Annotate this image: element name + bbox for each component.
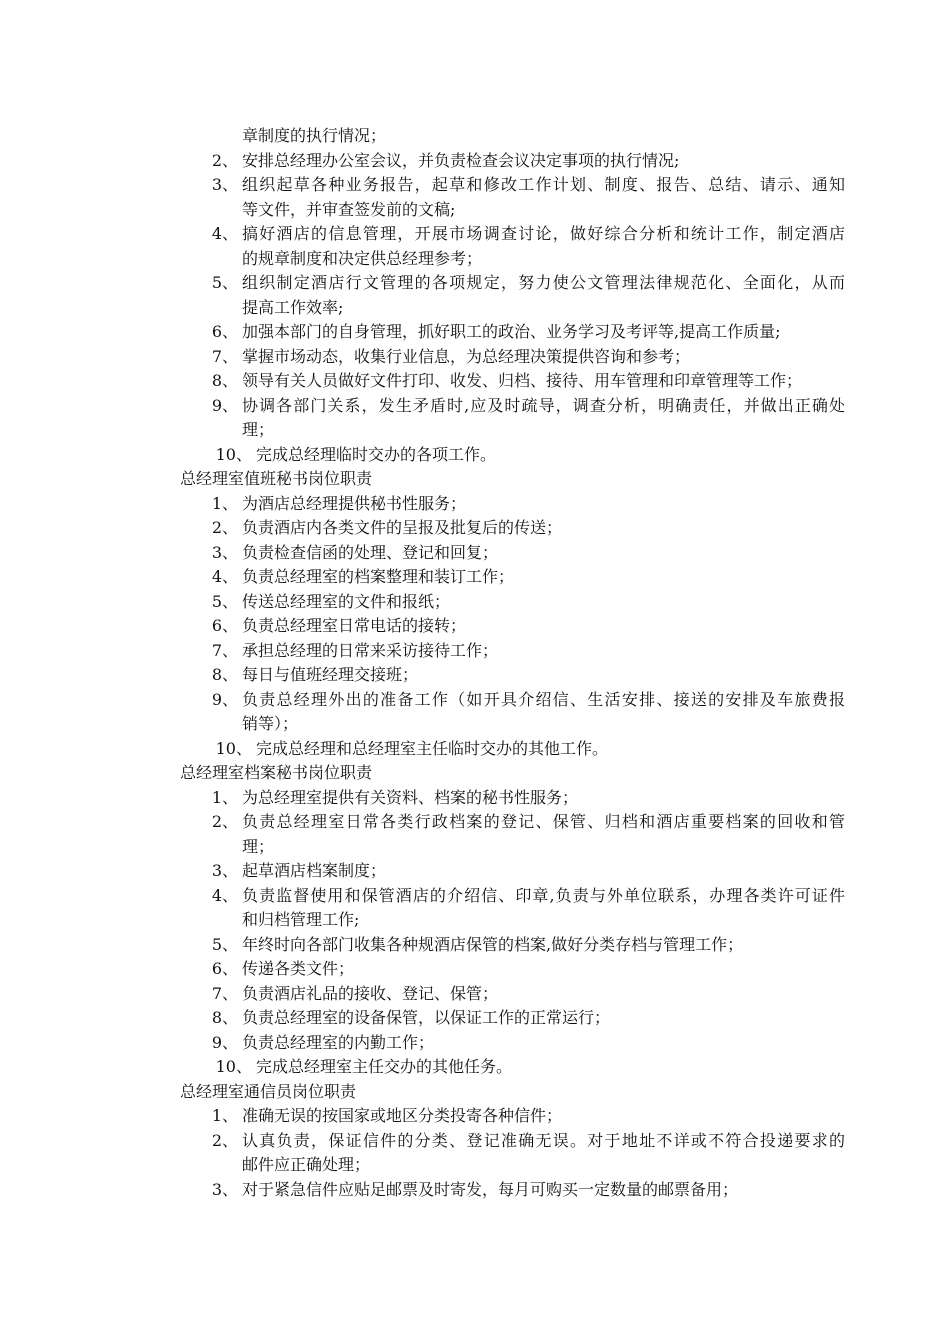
section-duty-secretary bbox=[180, 492, 845, 762]
item-text: 对于紧急信件应贴足邮票及时寄发，每月可购买一定数量的邮票备用； bbox=[242, 1179, 739, 1199]
list-item bbox=[180, 173, 845, 198]
list-item bbox=[180, 271, 845, 296]
list-item bbox=[180, 1104, 845, 1129]
list-item bbox=[180, 320, 845, 345]
list-item bbox=[180, 957, 845, 982]
item-text: 理； bbox=[242, 420, 275, 439]
item-number: 7、 bbox=[211, 640, 238, 660]
item-text: 负责总经理室的内勤工作； bbox=[242, 1032, 435, 1052]
list-item bbox=[180, 369, 845, 394]
item-number: 9、 bbox=[211, 1032, 238, 1052]
item-text: 完成总经理室主任交办的其他任务。 bbox=[256, 1057, 513, 1076]
list-item bbox=[180, 1055, 845, 1080]
list-item-continuation bbox=[180, 835, 845, 860]
item-text: 领导有关人员做好文件打印、收发、归档、接待、用车管理和印章管理等工作； bbox=[242, 371, 803, 390]
list-item bbox=[180, 1006, 845, 1031]
list-item-continuation bbox=[180, 296, 845, 321]
item-text: 提高工作效率; bbox=[242, 297, 344, 317]
item-number: 3、 bbox=[211, 861, 238, 880]
list-item-continuation bbox=[180, 198, 845, 223]
list-item bbox=[180, 443, 845, 468]
section-general-manager-office bbox=[180, 149, 845, 468]
document-body bbox=[180, 124, 845, 1202]
item-number: 5、 bbox=[211, 273, 238, 292]
item-number: 10、 bbox=[215, 1057, 252, 1076]
item-text: 年终时向各部门收集各种规酒店保管的档案,做好分类存档与管理工作； bbox=[242, 934, 744, 954]
item-number: 8、 bbox=[211, 1008, 238, 1027]
section-heading-mail-clerk: 总经理室通信员岗位职责 bbox=[180, 1081, 357, 1101]
item-number: 2、 bbox=[211, 150, 238, 170]
list-item bbox=[180, 933, 845, 958]
list-item bbox=[180, 639, 845, 664]
item-number: 3、 bbox=[211, 1179, 238, 1199]
item-text: 起草酒店档案制度； bbox=[242, 861, 387, 880]
list-item-continuation bbox=[180, 908, 845, 933]
list-item bbox=[180, 541, 845, 566]
list-item bbox=[180, 492, 845, 517]
item-number: 3、 bbox=[211, 175, 238, 194]
item-number: 5、 bbox=[211, 591, 238, 611]
list-item bbox=[180, 786, 845, 811]
item-number: 2、 bbox=[211, 812, 238, 831]
section-archive-secretary bbox=[180, 786, 845, 1080]
list-item bbox=[180, 1031, 845, 1056]
list-item bbox=[180, 982, 845, 1007]
list-item bbox=[180, 149, 845, 174]
item-number: 2、 bbox=[211, 1130, 238, 1150]
item-number: 6、 bbox=[211, 616, 238, 635]
item-text: 负责酒店内各类文件的呈报及批复后的传送； bbox=[242, 518, 563, 537]
section-mail-clerk bbox=[180, 1104, 845, 1202]
item-text: 和归档管理工作; bbox=[242, 910, 360, 929]
item-text: 每日与值班经理交接班； bbox=[242, 665, 419, 684]
list-item-continuation bbox=[180, 1153, 845, 1178]
item-text: 负责总经理室的档案整理和装订工作； bbox=[242, 567, 515, 586]
item-number: 7、 bbox=[211, 346, 238, 366]
list-item-continuation bbox=[180, 712, 845, 737]
list-item bbox=[180, 614, 845, 639]
item-number: 9、 bbox=[211, 395, 238, 415]
item-number: 7、 bbox=[211, 983, 238, 1003]
list-item bbox=[180, 884, 845, 909]
continued-text: 章制度的执行情况； bbox=[242, 126, 387, 145]
item-number: 6、 bbox=[211, 959, 238, 978]
item-number: 5、 bbox=[211, 934, 238, 954]
item-number: 4、 bbox=[211, 885, 238, 905]
item-number: 4、 bbox=[211, 224, 238, 243]
item-text: 负责酒店礼品的接收、登记、保管； bbox=[242, 983, 499, 1003]
item-text: 组织制定酒店行文管理的各项规定，努力使公文管理法律规范化、全面化，从而 bbox=[242, 273, 845, 292]
item-text: 协调各部门关系，发生矛盾时,应及时疏导，调查分析，明确责任，并做出正确处 bbox=[242, 395, 845, 415]
list-item bbox=[180, 737, 845, 762]
list-item-continuation bbox=[180, 418, 845, 443]
list-item bbox=[180, 663, 845, 688]
item-number: 4、 bbox=[211, 567, 238, 586]
list-item bbox=[180, 859, 845, 884]
item-number: 10、 bbox=[215, 444, 252, 464]
item-text: 为酒店总经理提供秘书性服务； bbox=[242, 493, 467, 513]
item-text: 为总经理室提供有关资料、档案的秘书性服务； bbox=[242, 787, 579, 807]
item-text: 负责监督使用和保管酒店的介绍信、印章,负责与外单位联系，办理各类许可证件 bbox=[242, 885, 845, 905]
list-item bbox=[180, 222, 845, 247]
list-item bbox=[180, 516, 845, 541]
item-text: 负责总经理室的设备保管，以保证工作的正常运行； bbox=[242, 1008, 611, 1027]
list-item bbox=[180, 590, 845, 615]
item-number: 1、 bbox=[211, 1106, 238, 1125]
continued-line bbox=[180, 124, 845, 149]
list-item bbox=[180, 688, 845, 713]
section-heading-duty-secretary: 总经理室值班秘书岗位职责 bbox=[180, 469, 373, 488]
list-item bbox=[180, 345, 845, 370]
item-text: 的规章制度和决定供总经理参考； bbox=[242, 248, 483, 268]
list-item bbox=[180, 810, 845, 835]
item-text: 销等）； bbox=[242, 714, 299, 733]
item-number: 8、 bbox=[211, 371, 238, 390]
item-text: 理； bbox=[242, 836, 275, 856]
item-text: 搞好酒店的信息管理，开展市场调查讨论，做好综合分析和统计工作，制定酒店 bbox=[242, 224, 845, 243]
item-number: 3、 bbox=[211, 542, 238, 562]
item-text: 准确无误的按国家或地区分类投寄各种信件； bbox=[242, 1106, 563, 1125]
item-number: 2、 bbox=[211, 518, 238, 537]
list-item bbox=[180, 1129, 845, 1154]
item-number: 9、 bbox=[211, 689, 238, 709]
item-text: 等文件，并审查签发前的文稿; bbox=[242, 199, 456, 219]
item-text: 负责总经理室日常各类行政档案的登记、保管、归档和酒店重要档案的回收和管 bbox=[242, 812, 845, 831]
item-text: 组织起草各种业务报告，起草和修改工作计划、制度、报告、总结、请示、通知 bbox=[242, 175, 845, 194]
item-number: 8、 bbox=[211, 665, 238, 684]
item-text: 邮件应正确处理； bbox=[242, 1155, 371, 1174]
item-text: 负责总经理室日常电话的接转； bbox=[242, 616, 467, 635]
item-number: 1、 bbox=[211, 493, 238, 513]
item-text: 承担总经理的日常来采访接待工作； bbox=[242, 640, 499, 660]
item-text: 加强本部门的自身管理，抓好职工的政治、业务学习及考评等,提高工作质量; bbox=[242, 322, 781, 341]
item-text: 认真负责，保证信件的分类、登记准确无误。对于地址不详或不符合投递要求的 bbox=[242, 1130, 845, 1150]
item-text: 负责检查信函的处理、登记和回复； bbox=[242, 542, 499, 562]
item-text: 安排总经理办公室会议，并负责检查会议决定事项的执行情况; bbox=[242, 150, 680, 170]
list-item bbox=[180, 1178, 845, 1203]
item-text: 传递各类文件； bbox=[242, 959, 355, 978]
item-text: 完成总经理和总经理室主任临时交办的其他工作。 bbox=[256, 738, 609, 758]
section-heading-archive-secretary: 总经理室档案秘书岗位职责 bbox=[180, 763, 373, 782]
item-number: 1、 bbox=[211, 787, 238, 807]
item-number: 6、 bbox=[211, 322, 238, 341]
item-text: 掌握市场动态，收集行业信息，为总经理决策提供咨询和参考； bbox=[242, 346, 691, 366]
item-text: 传送总经理室的文件和报纸； bbox=[242, 591, 451, 611]
item-number: 10、 bbox=[215, 738, 252, 758]
list-item bbox=[180, 394, 845, 419]
list-item bbox=[180, 565, 845, 590]
list-item-continuation bbox=[180, 247, 845, 272]
item-text: 负责总经理外出的准备工作（如开具介绍信、生活安排、接送的安排及车旅费报 bbox=[242, 689, 845, 709]
item-text: 完成总经理临时交办的各项工作。 bbox=[256, 444, 497, 464]
